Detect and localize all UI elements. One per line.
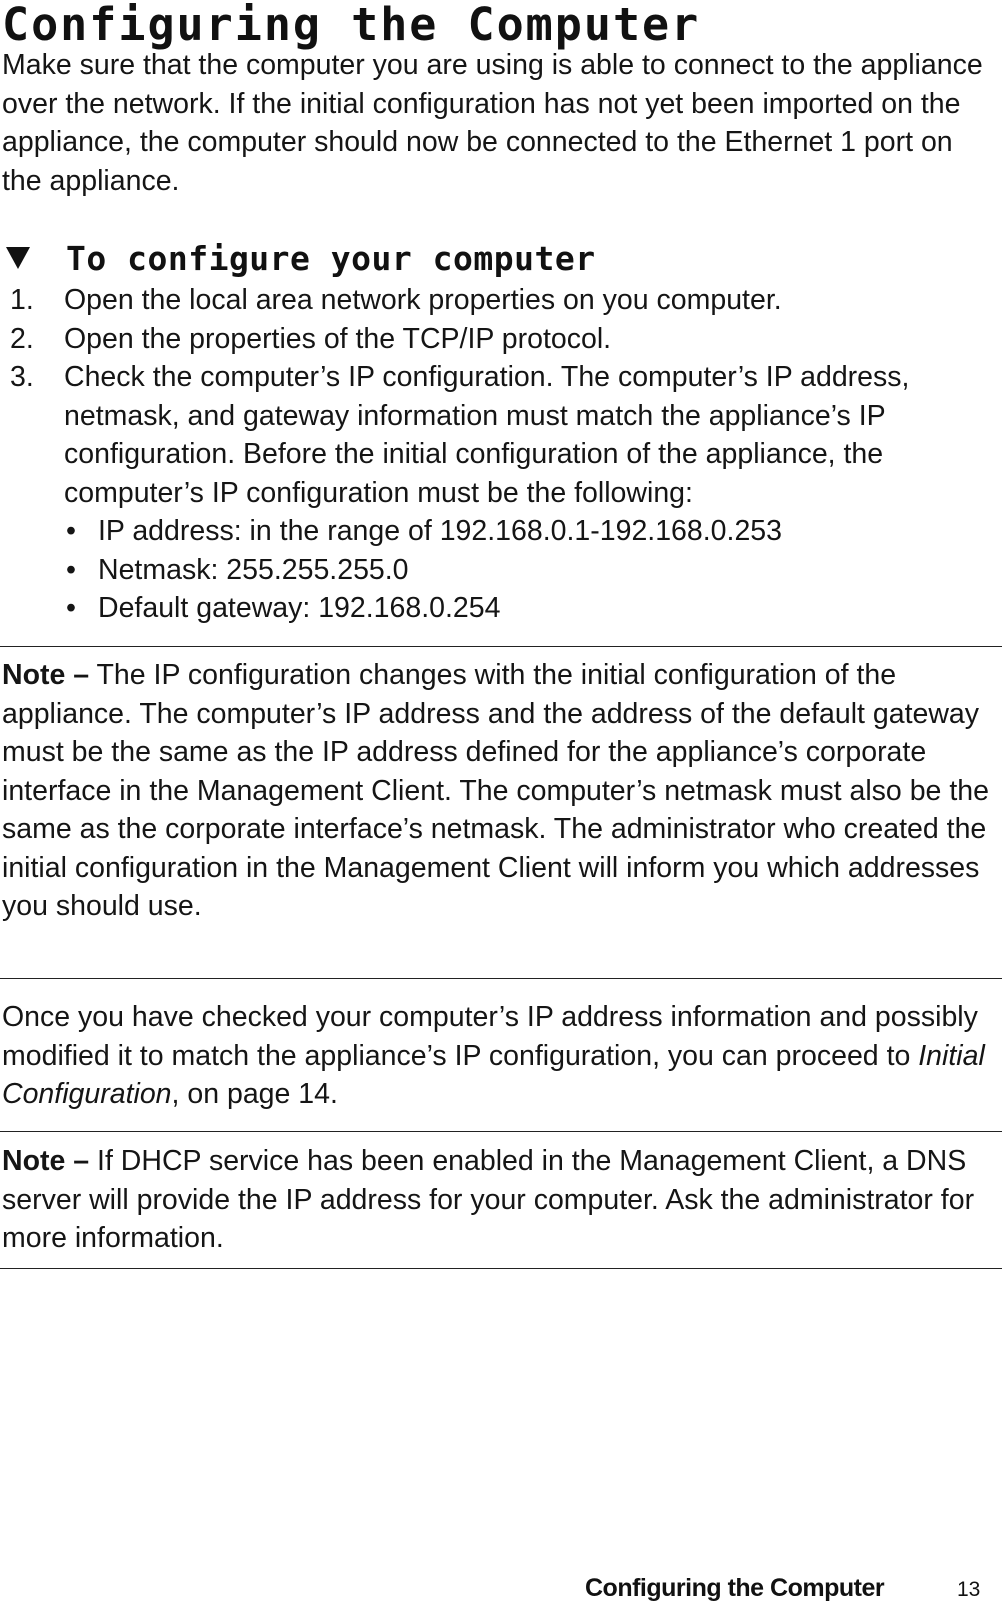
followup-paragraph [2,998,1000,1114]
bullet-icon: • [66,515,76,547]
note-label: Note – [2,1145,90,1177]
bullet-icon: • [66,553,76,586]
followup-text: Once you have checked your computer’s IP address information and possibly modified it to match the appliance’s IP configuration, you can proceed to [2,1001,978,1072]
step-text: Open the properties of the TCP/IP protocol. [64,322,612,355]
note-paragraph [2,1142,1000,1258]
step-number: 3. [10,361,34,393]
procedure-title: To configure your computer [66,238,596,278]
note-paragraph [2,656,1000,926]
bullet-icon: • [66,592,76,624]
list-item [64,589,1000,628]
step-number: 1. [10,284,34,316]
bullet-text: Default gateway: 192.168.0.254 [98,592,501,624]
followup-text-end: , on page 14. [171,1078,338,1110]
step-number: 2. [10,322,34,355]
bullet-text: IP address: in the range of 192.168.0.1-192.168.0.253 [98,515,782,547]
step-3 [0,358,1000,628]
bullet-text: Netmask: 255.255.255.0 [98,553,409,586]
note-top-divider [0,1131,1002,1132]
intro-paragraph: Make sure that the computer you are using is able to connect to the appliance over the network. If the initial configuration has not yet been imported on the appliance, the computer should now be connected to the Ethernet 1 port on the appliance. [2,49,983,197]
step-text: Check the computer’s IP configuration. The computer’s IP address, netmask, and gateway information must match the appliance’s IP configuration. Before the initial configuration of the appliance, the computer’s IP configuration must be the following: [64,361,910,509]
step-2 [0,320,1000,359]
list-item [64,512,1000,551]
cross-reference-link[interactable]: Initial Configuration [2,1039,985,1110]
note-top-divider [0,646,1002,647]
ip-settings-list [64,512,1000,628]
step-text: Open the local area network properties on you computer. [64,284,782,316]
down-triangle-icon [6,247,30,269]
list-item [64,551,1000,590]
page-title: Configuring the Computer [2,0,701,51]
step-1 [0,281,1000,320]
note-label: Note – [2,659,90,691]
procedure-steps [0,281,1000,628]
footer-page-number: 13 [957,1578,981,1601]
note-bottom-divider [0,978,1002,979]
note-bottom-divider [0,1268,1002,1269]
footer-section-title: Configuring the Computer [585,1574,885,1602]
note-text: The IP configuration changes with the initial configuration of the appliance. The computer’s IP address and the address of the default gateway must be the same as the IP address defined for the appliance’s corporate interface in the Management Client. The computer’s netmask must also be the same as the corporate interface’s netmask. The administrator who created the initial configuration in the Management Client will inform you which addresses you should use. [2,659,989,922]
procedure-heading [4,236,596,280]
note-text: If DHCP service has been enabled in the Management Client, a DNS server will provide the IP address for your computer. Ask the administrator for more information. [2,1145,975,1254]
